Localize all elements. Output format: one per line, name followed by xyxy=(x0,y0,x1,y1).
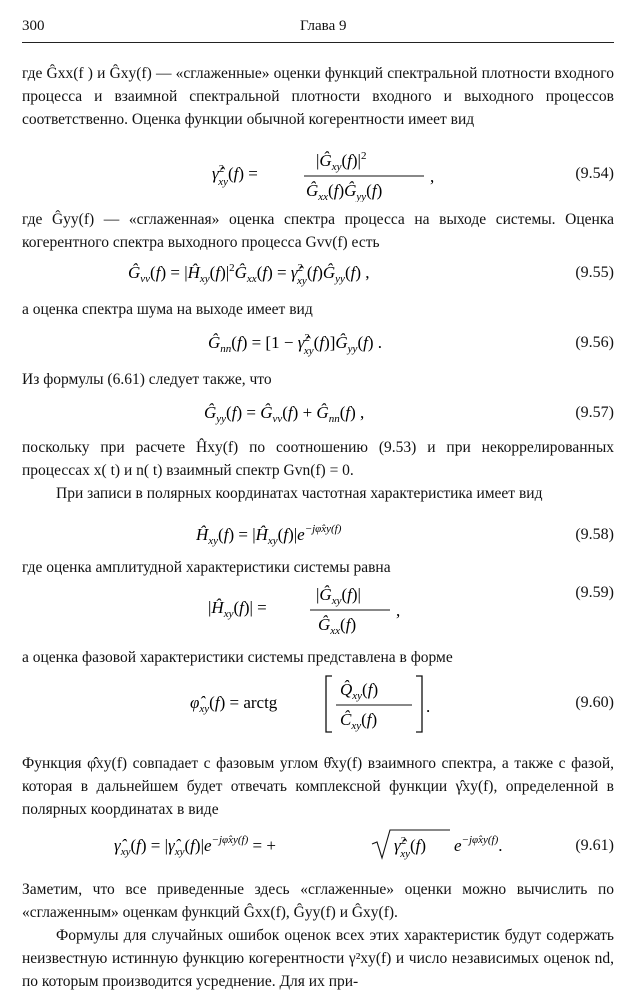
equation-9-55 xyxy=(22,258,614,288)
paragraph-10: Заметим, что все приведенные здесь «сглаженные» оценки можно вычислить по «сглаженным» оценкам функций Ĝxx(f), Ĝyy(f) и Ĝxy(f). xyxy=(22,881,614,921)
svg-text:Ĝvv(f) = |Ĥxy(f)|2Ĝxx(f) = γ̂2: $Ĝ_{vv}(f)$ = $|Ĥ_{xy}(f)|^2Ĝ_{xx}(f)$ = γ̂$^2$ $xy(f)Ĝ_{yy}(f)$ , xyxy=(128,262,370,287)
equation-9-59 xyxy=(22,580,614,636)
equation-number: (9.54) xyxy=(575,165,614,182)
paragraph-8: а оценка фазовой характеристики системы представлена в форме xyxy=(22,649,453,666)
equation-9-60 xyxy=(22,670,614,736)
svg-text:,: , xyxy=(430,167,435,186)
chapter-title: Глава 9 xyxy=(300,18,347,34)
paragraph-1: где Ĝxx(f ) и Ĝxy(f) — «сглаженные» оценки функций спектральной плотности входного процесса и взаимной спектральной плотности входного и выходного процессов соответственно. Оценка функции обычной когерентности имеет вид xyxy=(22,65,614,128)
paragraph-7: где оценка амплитудной характеристики системы равна xyxy=(22,559,391,576)
svg-text:γ̂2xy(f): γ̂$^2$ xy(f) xyxy=(394,835,427,860)
svg-text:γ̂xy(f) = |γ̂xy(f)|e−jφ̂xy(f): $\gammâ_{xy}(f)$ = $|\gammâ_{xy}(f)|e^{-j\varphîxy(f)}$ = + xyxy=(114,834,276,858)
svg-text:Ĥxy(f) = |Ĥxy(f)|e−jφ̂xy(f): $Ĥ_{xy}(f)$ = $|Ĥ_{xy}(f)|e^{-j\varphîxy(f)}$ xyxy=(196,523,342,547)
equation-number: (9.59) xyxy=(575,584,614,601)
formula-9-54 xyxy=(212,146,442,202)
svg-text:|Ĝxy(f)|2: $|Ĝ_{xy}(f)|^2$ xyxy=(316,150,367,173)
formula-9-57 xyxy=(204,398,464,428)
equation-number: (9.57) xyxy=(575,404,614,421)
equation-number: (9.61) xyxy=(575,837,614,854)
formula-9-56 xyxy=(208,328,488,358)
equation-number: (9.56) xyxy=(575,334,614,351)
paragraph-11: Формулы для случайных ошибок оценок всех этих характеристик будут содержать неизвестную истинную функцию когерентности γ²xy(f) и число независимых оценок nd, по которым производится усреднение. Для их при- xyxy=(22,927,614,990)
formula-9-59 xyxy=(208,580,418,636)
svg-text:|Ĥxy(f)| =: $|Ĥ_{xy}(f)|$ = xyxy=(208,598,267,620)
paragraph-9: Функция φ̂xy(f) совпадает с фазовым углом θ̂xy(f) взаимного спектра, а также с фазой, которая в дальнейшем будет отвечать комплексной функции γ̂xy(f), определенной в полярных координатах в виде xyxy=(22,755,614,818)
equation-9-56 xyxy=(22,328,614,358)
header-rule xyxy=(22,42,614,43)
formula-9-61 xyxy=(114,818,534,874)
equation-number: (9.60) xyxy=(575,694,614,711)
paragraph-6: При записи в полярных координатах частотная характеристика имеет вид xyxy=(56,485,543,502)
formula-9-55 xyxy=(128,258,508,288)
equation-9-61 xyxy=(22,818,614,874)
svg-text:|Ĝxy(f)|: $|Ĝ_{xy}(f)|$ xyxy=(316,585,361,607)
equation-9-58 xyxy=(22,520,614,550)
svg-text:Ĝyy(f) = Ĝvv(f) + Ĝnn(f) ,: $Ĝ_{yy}(f)$ = $Ĝ_{vv}(f)$ + $Ĝ_{nn}(f)$ , xyxy=(204,403,365,425)
svg-text:φ̂xy(f) = arctg: $\varphî_{xy}(f)$ = arctg xyxy=(190,693,278,715)
svg-text:Ĝxx(f)Ĝyy(f): $Ĝ_{xx}(f)Ĝ_{yy}(f)$ xyxy=(306,181,383,202)
equation-9-57 xyxy=(22,398,614,428)
formula-9-60 xyxy=(190,670,440,736)
paragraph-4: Из формулы (6.61) следует также, что xyxy=(22,371,272,388)
paragraph-3: а оценка спектра шума на выходе имеет вид xyxy=(22,301,313,318)
svg-text:.: . xyxy=(426,697,431,716)
equation-number: (9.58) xyxy=(575,526,614,543)
paragraph-5: поскольку при расчете Ĥxy(f) по соотношению (9.53) и при некоррелированных процессах x( t) и n( t) взаимный спектр Gvn(f) = 0. xyxy=(22,439,614,479)
svg-text:Q̂xy(f): $Q̂_{xy}(f)$ xyxy=(340,680,379,702)
svg-text:e−jφ̂xy(f).: $e^{-j\varphîxy(f)}$. xyxy=(454,834,503,855)
svg-text:Ĝnn(f) = [1 − γ̂2xy(f)]Ĝyy(f): $Ĝ_{nn}(f) = [1$ − γ̂$^2$ $xy(f)]Ĝ_{yy}(f)$ . xyxy=(208,332,383,357)
svg-text:Ĉxy(f): $Ĉ_{xy}(f)$ xyxy=(340,710,378,732)
svg-text:,: , xyxy=(396,601,401,620)
equation-9-54 xyxy=(22,146,614,202)
formula-9-58 xyxy=(196,520,456,550)
svg-text:γ̂2xy(f) =: γ̂$^2$ xy(f) = xyxy=(212,163,258,188)
svg-text:Ĝxx(f): $Ĝ_{xx}(f)$ xyxy=(318,615,357,636)
paragraph-2: где Ĝyy(f) — «сглаженная» оценка спектра процесса на выходе системы. Оценка когерентного спектра выходного процесса Gvv(f) есть xyxy=(22,211,614,251)
page-number: 300 xyxy=(22,18,45,34)
equation-number: (9.55) xyxy=(575,264,614,281)
